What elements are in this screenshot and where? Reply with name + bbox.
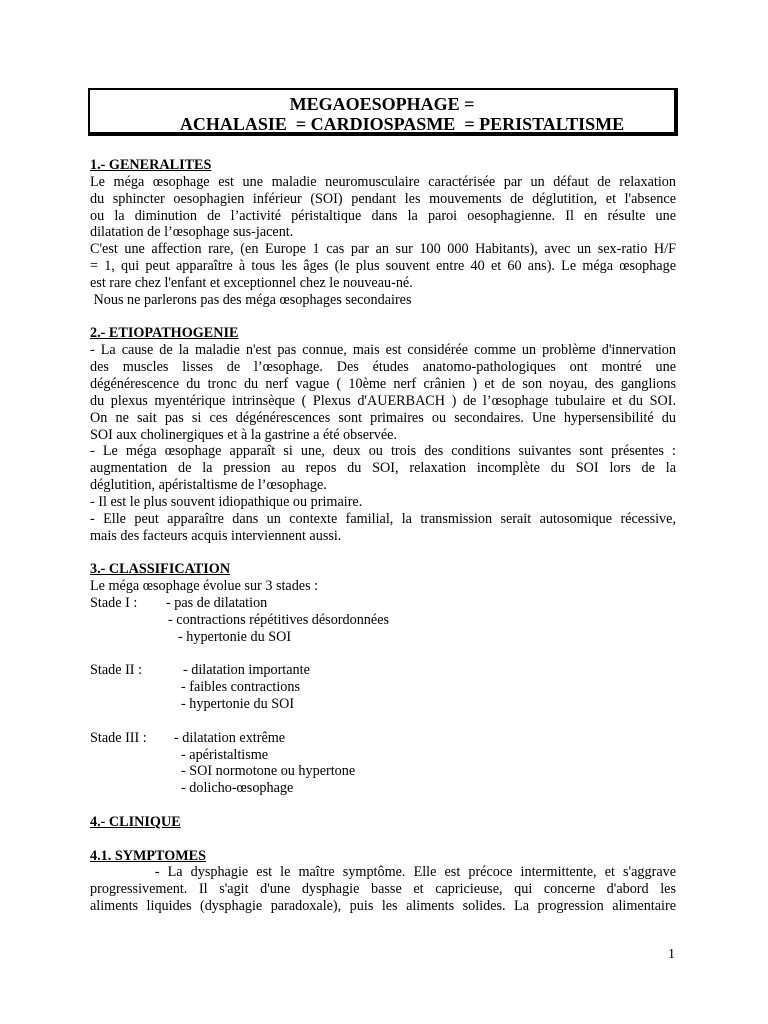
- title-line-2: ACHALASIE = CARDIOSPASME = PERISTALTISME: [179, 114, 625, 134]
- s2-p4-line: mais des facteurs acquis interviennent aussi.: [90, 527, 342, 544]
- s2-p1-line: des muscles lisses de l’œsophage. Des études anatomo-pathologiques ont montré une: [90, 359, 676, 376]
- s2-p2-line: - Le méga œsophage apparaît si une, deux ou trois des conditions suivantes sont présentes :: [90, 443, 676, 460]
- document-title-box: [88, 88, 678, 136]
- s1-p1-line: Le méga œsophage est une maladie neuromusculaire caractérisée par un défaut de relaxation: [90, 173, 676, 190]
- stage-2-label: Stade II :: [90, 662, 143, 679]
- stage-1-row: [90, 595, 676, 612]
- stage-1-label: Stade I :: [90, 594, 138, 611]
- stage-3-label: Stade III :: [90, 729, 147, 746]
- s1-p1-line: dilatation de l’œsophage sus-jacent.: [90, 224, 294, 241]
- document-body: [90, 157, 676, 915]
- s1-p2-line: est rare chez l'enfant et exceptionnel chez le nouveau-né.: [90, 274, 413, 291]
- s4-p1-line: aliments liquides (dysphagie paradoxale), puis les aliments solides. La progression alimentaire: [90, 898, 676, 915]
- s1-p2-line: C'est une affection rare, (en Europe 1 cas par an sur 100 000 Habitants), avec un sex-ratio H/F: [90, 241, 676, 258]
- s2-p1-line: SOI aux cholinergiques et à la gastrine a été observée.: [90, 426, 398, 443]
- s4-p1-line: - La dysphagie est le maître symptôme. Elle est précoce intermittente, et s'aggrave: [90, 864, 677, 881]
- s2-p2-line: augmentation de la pression au repos du SOI, relaxation incomplète du SOI lors de la: [90, 460, 676, 477]
- s3-intro: Le méga œsophage évolue sur 3 stades :: [90, 578, 319, 595]
- section-4-heading: 4.- CLINIQUE: [90, 813, 181, 830]
- stage-2-item: - faibles contractions: [181, 679, 300, 696]
- section-3-heading: 3.- CLASSIFICATION: [90, 561, 231, 578]
- title-line-1: MEGAOESOPHAGE =: [289, 94, 475, 114]
- s1-p1-line: ou la diminution de l’activité péristaltique dans la paroi oesophagienne. Il en résulte une: [90, 207, 676, 224]
- s2-p2-line: déglutition, apéristaltisme de l’œsophage.: [90, 477, 327, 494]
- s2-p1-line: On ne sait pas si ces dégénérescences sont primaires ou secondaires. Une hypersensibilité du: [90, 409, 676, 426]
- stage-3-row: [90, 730, 676, 747]
- s4-p1-line: progressivement. Il s'agit d'une dysphagie basse et capricieuse, qui concerne d'abord les: [90, 881, 676, 898]
- stage-1-item: - contractions répétitives désordonnées: [168, 611, 390, 628]
- s2-p1-line: du plexus myentérique intrinsèque ( Plexus d'AUERBACH ) de l’œsophage tubulaire et du SOI.: [90, 392, 676, 409]
- section-1-heading: 1.- GENERALITES: [90, 157, 212, 173]
- section-2-heading: 2.- ETIOPATHOGENIE: [90, 325, 239, 342]
- s2-p1-line: - La cause de la maladie n'est pas connue, mais est considérée comme un problème d'innervation: [90, 342, 676, 359]
- stage-2-row: [90, 662, 676, 679]
- stage-3-item: - SOI normotone ou hypertone: [181, 763, 356, 780]
- s1-p1-line: du sphincter oesophagien inférieur (SOI) pendant les mouvements de déglutition, et l'absence: [90, 190, 676, 207]
- s2-p4-line: - Elle peut apparaître dans un contexte familial, la transmission serait autosomique récessive,: [90, 510, 676, 527]
- stage-2-item: - hypertonie du SOI: [181, 696, 295, 712]
- stage-3-item: - apéristaltisme: [181, 746, 269, 763]
- s1-p2-line: = 1, qui peut apparaître à tous les âges (le plus souvent entre 40 et 60 ans). Le méga œsophage: [90, 258, 676, 275]
- stage-1-item: - pas de dilatation: [166, 594, 268, 611]
- stage-3-item: - dilatation extrême: [174, 729, 286, 746]
- s2-p1-line: dégénérescence du tronc du nerf vague ( 10ème nerf crânien ) et de son noyau, des ganglions: [90, 375, 676, 392]
- s1-p3: Nous ne parlerons pas des méga œsophages secondaires: [90, 291, 412, 308]
- stage-3-item: - dolicho-œsophage: [181, 780, 294, 797]
- section-4-1-heading: 4.1. SYMPTOMES: [90, 847, 207, 864]
- stage-1-item: - hypertonie du SOI: [178, 628, 292, 645]
- page-number: 1: [668, 947, 675, 962]
- s2-p3: - Il est le plus souvent idiopathique ou primaire.: [90, 493, 363, 510]
- stage-2-item: - dilatation importante: [183, 662, 310, 679]
